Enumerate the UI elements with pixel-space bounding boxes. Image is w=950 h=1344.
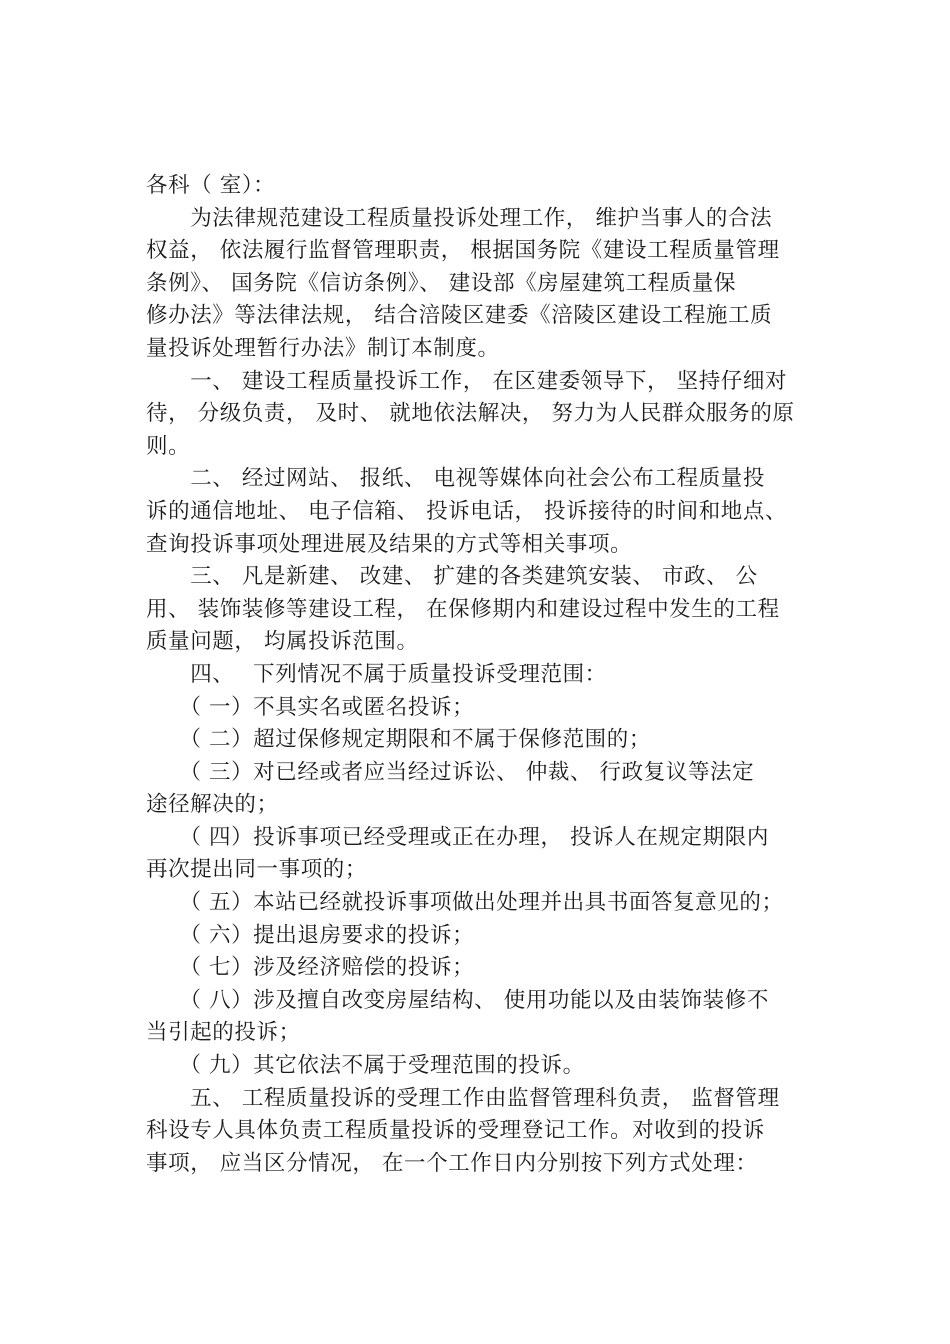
text-line: （ 二）超过保修规定期限和不属于保修范围的；	[146, 727, 651, 753]
text-line: （ 七）涉及经济赔偿的投诉；	[146, 955, 475, 981]
text-line: （ 五）本站已经就投诉事项做出处理并出具书面答复意见的；	[146, 890, 784, 916]
text-line: 权益， 依法履行监督管理职责， 根据国务院《建设工程质量管理	[146, 238, 780, 264]
text-line: 四、 下列情况不属于质量投诉受理范围：	[146, 661, 607, 687]
text-line: 则。	[146, 433, 191, 459]
text-line: 五、 工程质量投诉的受理工作由监督管理科负责， 监督管理	[146, 1085, 780, 1111]
text-line: 为法律规范建设工程质量投诉处理工作， 维护当事人的合法	[146, 205, 773, 231]
text-line: （ 九）其它依法不属于受理范围的投诉。	[146, 1053, 585, 1079]
text-line: （ 四）投诉事项已经受理或正在办理， 投诉人在规定期限内	[146, 824, 769, 850]
text-line: 诉的通信地址、 电子信箱、 投诉电话， 投诉接待的时间和地点、	[146, 498, 788, 524]
text-line: 一、 建设工程质量投诉工作， 在区建委领导下， 坚持仔细对	[146, 368, 788, 394]
text-line: 条例》、 国务院《信访条例》、 建设部《房屋建筑工程质量保	[146, 270, 737, 296]
text-line: （ 八）涉及擅自改变房屋结构、 使用功能以及由装饰装修不	[146, 987, 769, 1013]
text-line: 事项， 应当区分情况， 在一个工作日内分别按下列方式处理：	[146, 1150, 758, 1176]
text-line: （ 六）提出退房要求的投诉；	[146, 922, 475, 948]
salutation-line: 各科（ 室）：	[146, 173, 276, 198]
text-line: 途径解决的；	[146, 792, 279, 818]
text-line: （ 三）对已经或者应当经过诉讼、 仲裁、 行政复议等法定	[146, 759, 755, 785]
text-line: 待， 分级负责， 及时、 就地依法解决， 努力为人民群众服务的原	[146, 401, 795, 427]
text-line: 修办法》等法律法规， 结合涪陵区建委《涪陵区建设工程施工质	[146, 303, 773, 329]
text-line: 二、 经过网站、 报纸、 电视等媒体向社会公布工程质量投	[146, 466, 766, 492]
text-line: （ 一）不具实名或匿名投诉；	[146, 694, 475, 720]
document-body	[146, 170, 808, 1180]
text-line: 量投诉处理暂行办法》制订本制度。	[146, 335, 500, 361]
text-line: 当引起的投诉；	[146, 1020, 301, 1046]
text-line: 质量问题， 均属投诉范围。	[146, 629, 419, 655]
text-line: 三、 凡是新建、 改建、 扩建的各类建筑安装、 市政、 公	[146, 564, 758, 590]
text-line: 科设专人具体负责工程质量投诉的受理登记工作。对收到的投诉	[146, 1118, 765, 1144]
text-line: 查询投诉事项处理进展及结果的方式等相关事项。	[146, 531, 633, 557]
text-line: 用、 装饰装修等建设工程， 在保修期内和建设过程中发生的工程	[146, 596, 780, 622]
text-line: 再次提出同一事项的；	[146, 857, 368, 883]
